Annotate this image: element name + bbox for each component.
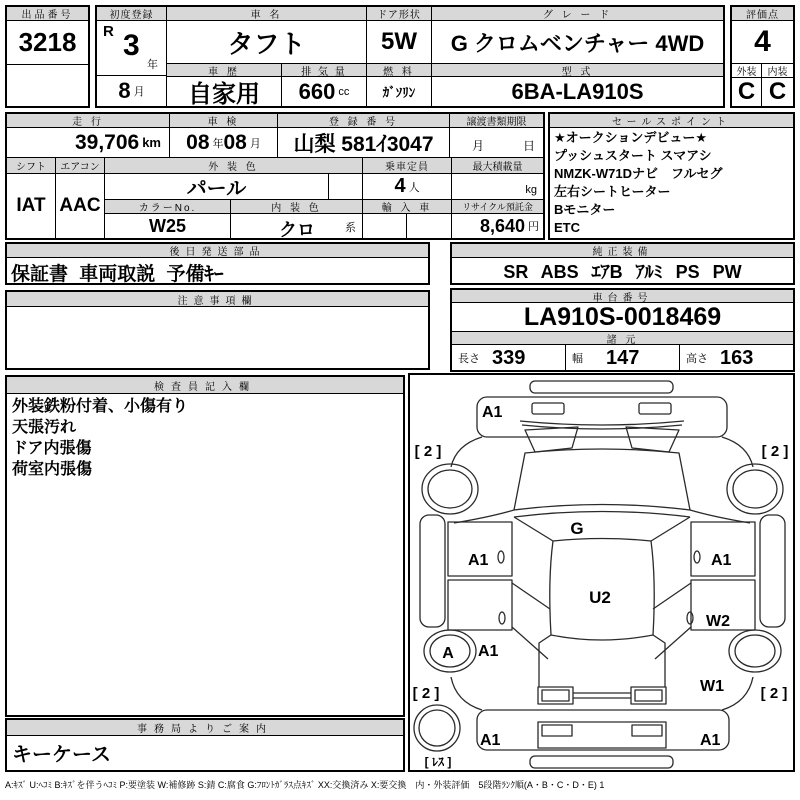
right-wiper (626, 427, 679, 452)
left-cowl-side (454, 510, 514, 523)
office-notice-label: 事務局よりご案内 (7, 720, 403, 736)
chassis-value: LA910S-0018469 (452, 303, 793, 332)
displacement-value: 660 cc (282, 77, 367, 106)
mark-rear-bumper-left: A1 (480, 732, 501, 749)
sales-points-list (550, 129, 793, 238)
front-right-tire (727, 464, 783, 514)
front-section (477, 397, 727, 437)
mark-right-front-door: A1 (711, 552, 732, 569)
inspector-label: 検査員記入欄 (7, 377, 403, 394)
chassis-box (450, 288, 795, 372)
transfer-value: 月 日 (450, 128, 543, 158)
office-notice-box (5, 718, 405, 772)
rear-plate-recess (538, 722, 666, 748)
history-value: 自家用 (167, 77, 282, 106)
mark-left-rear-tire: A (442, 645, 454, 662)
cowl-line (520, 421, 684, 425)
front-left-tire (422, 464, 478, 514)
left-rear-door-panel (448, 580, 512, 630)
reg-no-value: 山梨 581ｲ3047 (278, 128, 450, 158)
vehicle-info-table (95, 5, 725, 108)
car-name-value: タフト (167, 21, 367, 64)
left-sill-panel (420, 515, 445, 627)
chassis-label: 車台番号 (452, 290, 793, 303)
rear-detail-left (542, 725, 572, 736)
ext-color-extra-cell (329, 174, 363, 200)
spare-tire (414, 705, 460, 751)
door-value: 5W (367, 21, 432, 64)
color-no-label: カラーNo. (105, 200, 231, 214)
front-left-fender (451, 437, 482, 467)
mark-roof: U2 (589, 588, 611, 607)
imported-cell-1 (363, 214, 407, 238)
inspector-box (5, 375, 405, 717)
hatch-bottom-line (573, 693, 631, 698)
damage-diagram-box (408, 373, 795, 772)
lot-label: 出品番号 (7, 7, 88, 21)
mileage-label: 走 行 (7, 114, 170, 128)
mark-left-front-door: A1 (468, 552, 489, 569)
ext-color-value: パール (105, 174, 329, 200)
hatch-right-edge (653, 635, 665, 687)
imported-cell-2 (407, 214, 452, 238)
inspector-note-line: 外装鉄粉付着、小傷有り (12, 398, 189, 415)
max-load-label: 最大積載量 (452, 158, 543, 174)
right-cowl-side (690, 510, 750, 523)
mileage-value: 39,706 km (7, 128, 170, 158)
lot-box (5, 5, 90, 108)
aircon-label: エアコン (56, 158, 105, 174)
recycle-label: リサイクル預託金 (452, 200, 543, 214)
front-bumper-strip (530, 381, 673, 393)
rear-left-fender (451, 677, 482, 710)
reg-no-label: 登 録 番 号 (278, 114, 450, 128)
windshield-outline (514, 449, 690, 510)
inspector-note-line: 荷室内張傷 (12, 461, 93, 478)
dims-label: 諸 元 (452, 332, 793, 345)
max-load-value: kg (452, 174, 543, 200)
ext-color-label: 外 装 色 (105, 158, 363, 174)
office-notice-value: キーケース (12, 744, 111, 766)
dims-width-cell: 幅 147 (566, 345, 680, 370)
rear-right-fender (722, 677, 753, 710)
front-right-fender (722, 437, 753, 467)
seam-right-rear (655, 627, 691, 659)
left-wiper (525, 427, 578, 452)
sales-point-line: NMZK-W71Dナビ フルセグ (554, 166, 723, 181)
front-right-tire-inner (733, 470, 777, 508)
dims-length-cell: 長さ 339 (452, 345, 566, 370)
seam-right-front (651, 517, 690, 541)
later-parts-box (5, 242, 430, 285)
exterior-grade: C (732, 78, 762, 106)
left-taillight-inner (542, 690, 569, 701)
dims-height-cell: 高さ 163 (686, 347, 754, 369)
fuel-label: 燃 料 (367, 64, 432, 77)
inspection-label: 車 検 (170, 114, 278, 128)
caution-box (5, 290, 430, 370)
mark-front-bumper: A1 (482, 404, 503, 421)
left-headlight (532, 403, 564, 414)
mark-windshield: G (570, 519, 584, 538)
later-parts-label: 後日発送部品 (7, 244, 428, 258)
interior-label: 内装 (762, 64, 793, 78)
inspection-value: 08 年 08 月 (170, 128, 278, 158)
caution-value (7, 307, 428, 368)
mark-rear-right-tire: [ 2 ] (760, 685, 788, 702)
model-value: 6BA-LA910S (511, 78, 644, 104)
imported-label: 輸 入 車 (363, 200, 452, 214)
front-left-tire-inner (428, 470, 472, 508)
score-label: 評価点 (732, 7, 793, 21)
model-label: 型 式 (432, 64, 723, 77)
windshield-bottom-line (514, 512, 690, 518)
car-name-label: 車 名 (167, 7, 367, 21)
left-front-door-handle (498, 551, 504, 563)
mark-right-rear-quarter: W1 (700, 678, 724, 695)
roof-front-edge (553, 539, 651, 542)
int-color-label: 内 装 色 (231, 200, 363, 214)
equipment-box (450, 242, 795, 285)
score-value: 4 (732, 21, 793, 64)
seam-left-mid (512, 583, 550, 609)
later-parts-value: 保証書 車両取説 予備ｷｰ (11, 264, 224, 283)
recycle-value: 8,640 円 (479, 215, 539, 236)
sales-point-line: ETC (554, 220, 580, 235)
seam-left-front (514, 517, 553, 541)
spec-table (5, 112, 545, 240)
capacity-label: 乗車定員 (363, 158, 452, 174)
sales-points-box (548, 112, 795, 240)
grade-value: G クロムベンチャー 4WD (432, 21, 723, 64)
sales-point-line: プッシュスタート スマアシ (554, 148, 712, 163)
roof-left-edge (550, 541, 553, 635)
equipment-value: SR ABS ｴｱB ｱﾙﾐ PS PW (503, 261, 742, 282)
history-label: 車 歴 (167, 64, 282, 77)
lot-empty-cell (7, 65, 88, 106)
lot-number: 3218 (7, 21, 88, 65)
right-taillight-inner (635, 690, 662, 701)
left-rear-door-handle (499, 612, 505, 624)
rear-bumper-strip (530, 756, 673, 768)
aircon-value: AAC (56, 174, 105, 238)
door-label: ドア形状 (367, 7, 432, 21)
mark-rear-bumper-right: A1 (700, 732, 721, 749)
sales-point-line: ★オークションデビュー★ (554, 130, 708, 145)
right-front-door-handle (694, 551, 700, 563)
mark-right-rear-door: W2 (706, 613, 730, 630)
spare-tire-inner (419, 710, 455, 746)
rear-right-tire (729, 630, 781, 672)
int-color-value: クロ 系 (231, 214, 363, 238)
transfer-label: 譲渡書類期限 (450, 114, 543, 128)
inspector-note-line: 天張汚れ (12, 419, 77, 436)
first-reg-year: 3 (123, 29, 140, 62)
caution-label: 注意事項欄 (7, 292, 428, 307)
grade-label: グ レ ー ド (432, 7, 723, 21)
right-headlight (639, 403, 671, 414)
first-reg-label: 初度登録 (97, 7, 167, 21)
seam-left-rear (512, 627, 548, 659)
mark-left-rear-quarter: A1 (478, 643, 499, 660)
sales-points-label: セールスポイント (550, 114, 793, 128)
rear-detail-right (632, 725, 662, 736)
rear-window-line (551, 635, 653, 640)
roof-right-edge (651, 541, 654, 635)
first-reg-era: R (103, 23, 114, 40)
seam-right-mid (653, 583, 691, 609)
sales-point-line: Bモニター (554, 202, 616, 217)
first-reg-year-unit: 年 (147, 59, 158, 71)
sales-point-line: 左右シートヒーター (554, 184, 671, 199)
inspector-notes (7, 396, 403, 715)
inspector-note-line: ドア内張傷 (12, 440, 92, 457)
equipment-label: 純正装備 (452, 244, 793, 258)
mark-spare-tire: [ ﾚｽ ] (424, 755, 452, 769)
fuel-value: ｶﾞｿﾘﾝ (367, 77, 432, 106)
color-no-value: W25 (105, 214, 231, 238)
right-rear-door-handle (687, 612, 693, 624)
mark-front-right-tire: [ 2 ] (761, 443, 789, 460)
first-reg-month-cell: 8 月 (97, 76, 167, 106)
score-box (730, 5, 795, 108)
displacement-label: 排 気 量 (282, 64, 367, 77)
mark-rear-left-tire: [ 2 ] (412, 685, 440, 702)
shift-value: IAT (7, 174, 56, 238)
exterior-label: 外装 (732, 64, 762, 78)
interior-grade: C (768, 78, 787, 105)
right-sill-panel (760, 515, 785, 627)
shift-label: シフト (7, 158, 56, 174)
rear-right-tire-inner (735, 635, 775, 667)
hatch-left-edge (539, 635, 551, 687)
capacity-value: 4 人 (363, 174, 452, 200)
damage-code-legend: A:ｷｽﾞ U:ﾍｺﾐ B:ｷｽﾞを伴うﾍｺﾐ P:要塗装 W:補修跡 S:錆 C:腐食 G:ﾌﾛﾝﾄｶﾞﾗｽ点ｷｽﾞ XX:交換済み X:要交換 内・外装評価 5段階ﾗﾝｸ順(A・B・C・D・E) 1 (5, 780, 605, 790)
rear-bumper-section (477, 710, 729, 750)
mark-front-left-tire: [ 2 ] (414, 443, 442, 460)
first-reg-year-cell (97, 21, 167, 76)
car-diagram (410, 375, 793, 770)
